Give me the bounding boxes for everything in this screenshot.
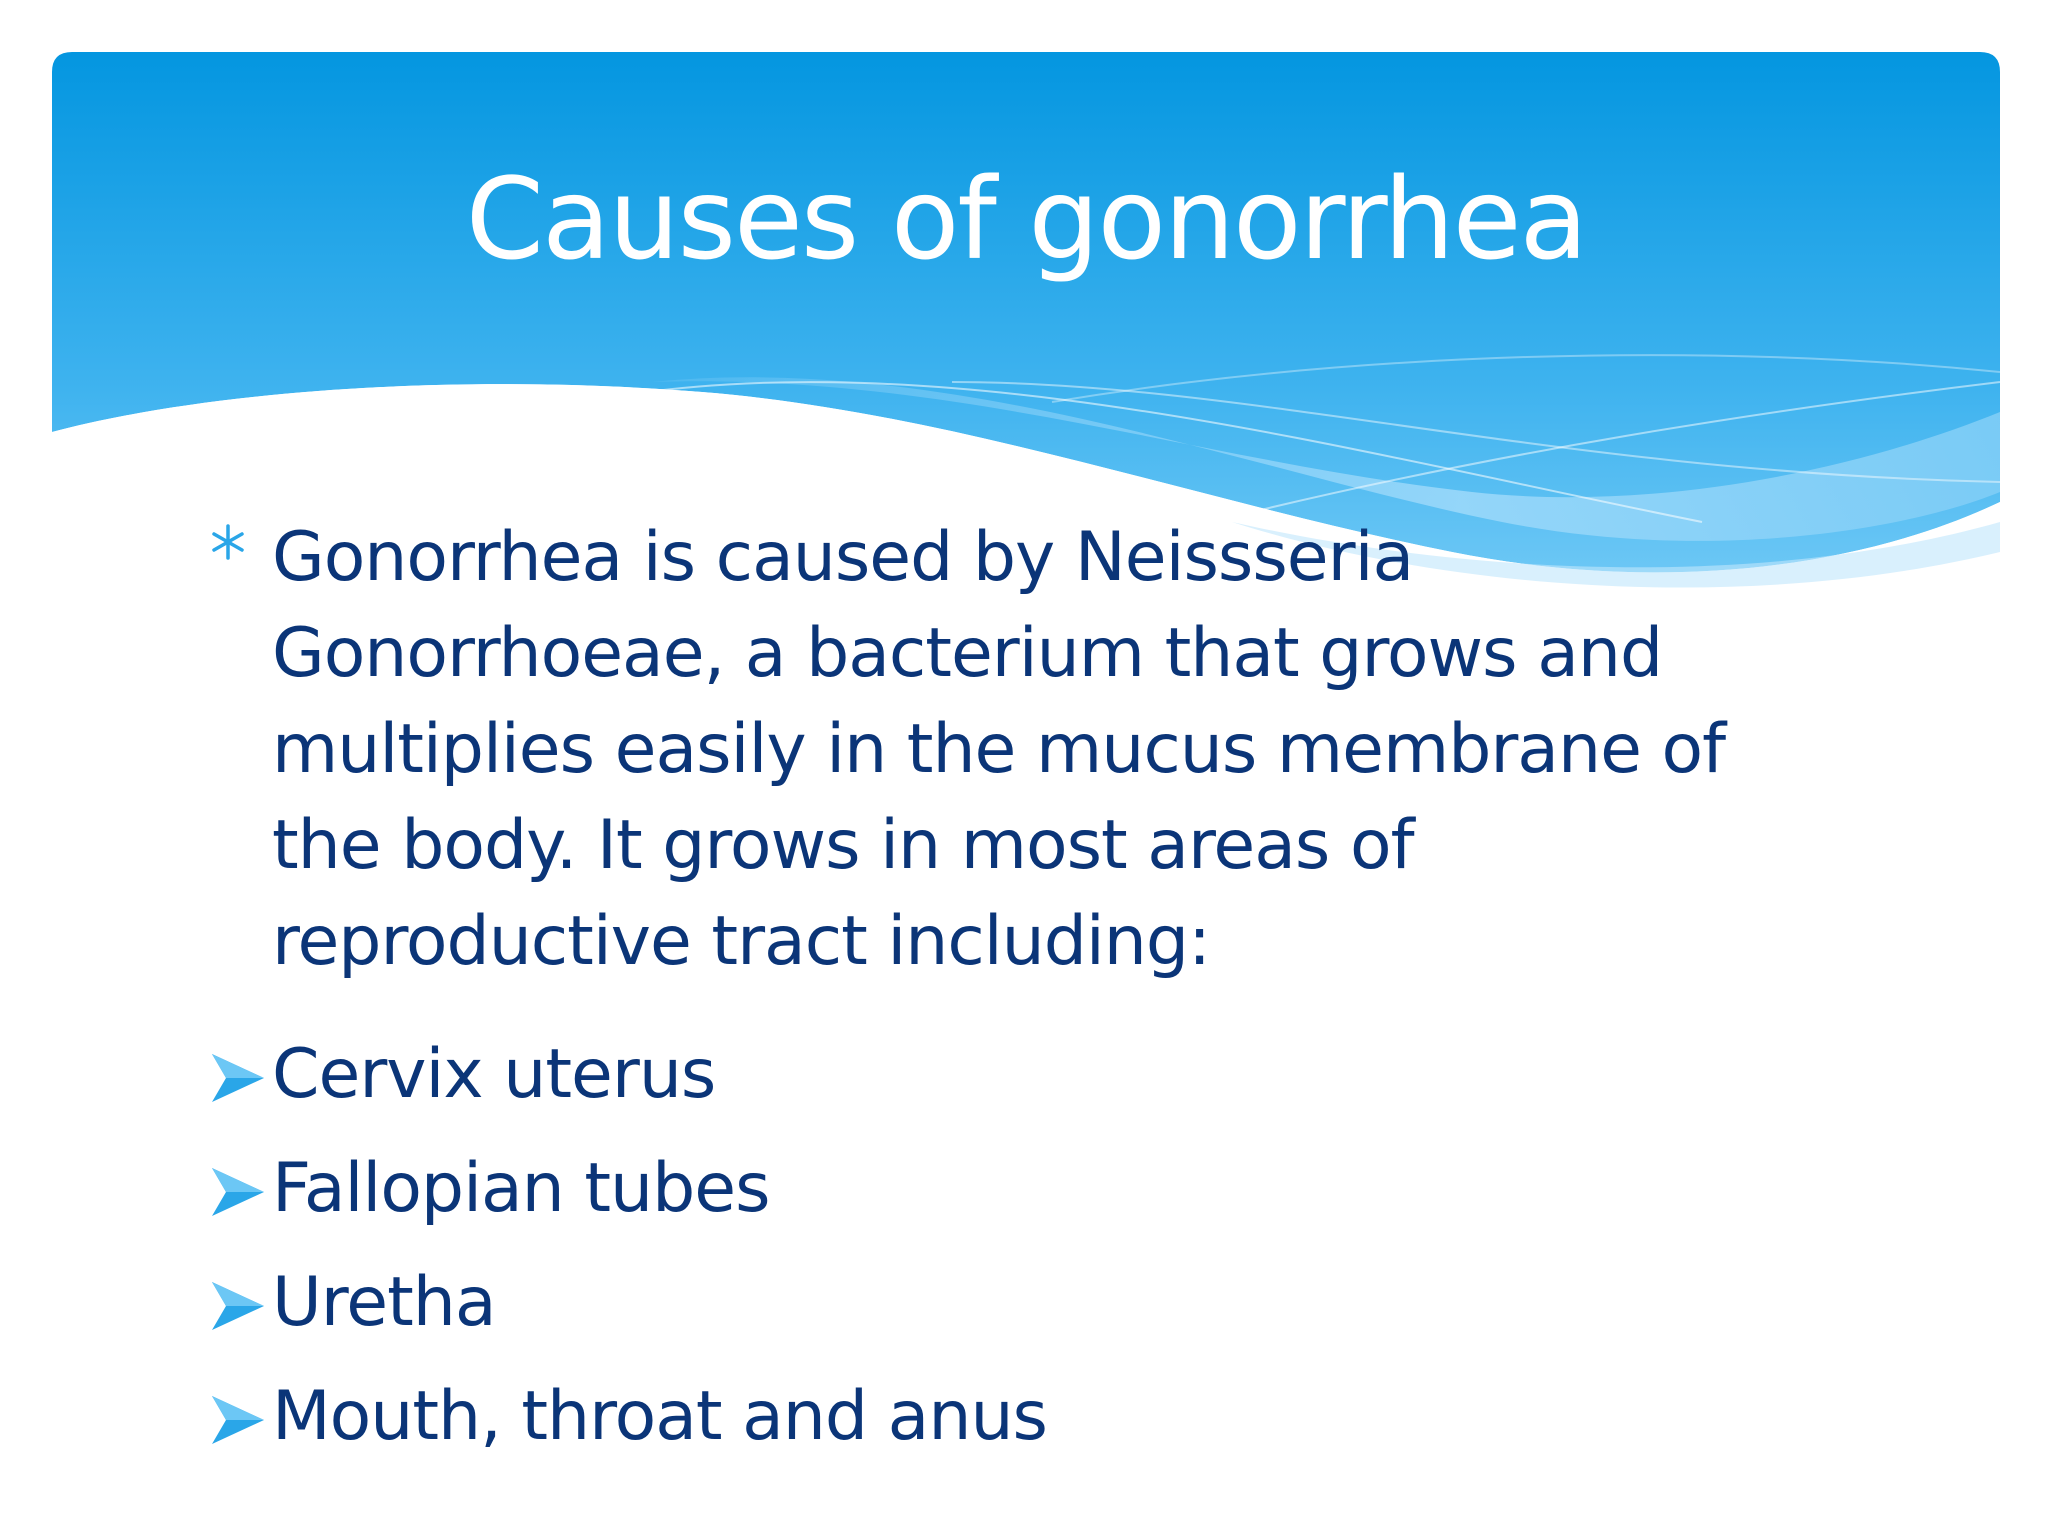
intro-text: Gonorrhea is caused by Neissseria Gonorrhoeae, a bacterium that grows and multiplies easily in the mucus membrane of the body. It grows in most areas of reproductive tract including: xyxy=(272,518,1726,981)
list-item xyxy=(208,1360,1768,1474)
list-item-text: Uretha xyxy=(272,1263,496,1342)
asterisk-icon xyxy=(208,522,248,562)
arrow-right-icon xyxy=(210,1394,266,1446)
list-item-text: Fallopian tubes xyxy=(272,1149,770,1228)
sites-list xyxy=(208,1018,1768,1474)
arrow-right-icon xyxy=(210,1280,266,1332)
list-item xyxy=(208,1246,1768,1360)
intro-paragraph xyxy=(208,510,1768,990)
slide-content xyxy=(208,510,1768,1474)
arrow-right-icon xyxy=(210,1166,266,1218)
list-item-text: Cervix uterus xyxy=(272,1035,716,1114)
slide-title: Causes of gonorrhea xyxy=(465,155,1587,285)
list-item xyxy=(208,1132,1768,1246)
arrow-right-icon xyxy=(210,1052,266,1104)
list-item xyxy=(208,1018,1768,1132)
list-item-text: Mouth, throat and anus xyxy=(272,1377,1047,1456)
